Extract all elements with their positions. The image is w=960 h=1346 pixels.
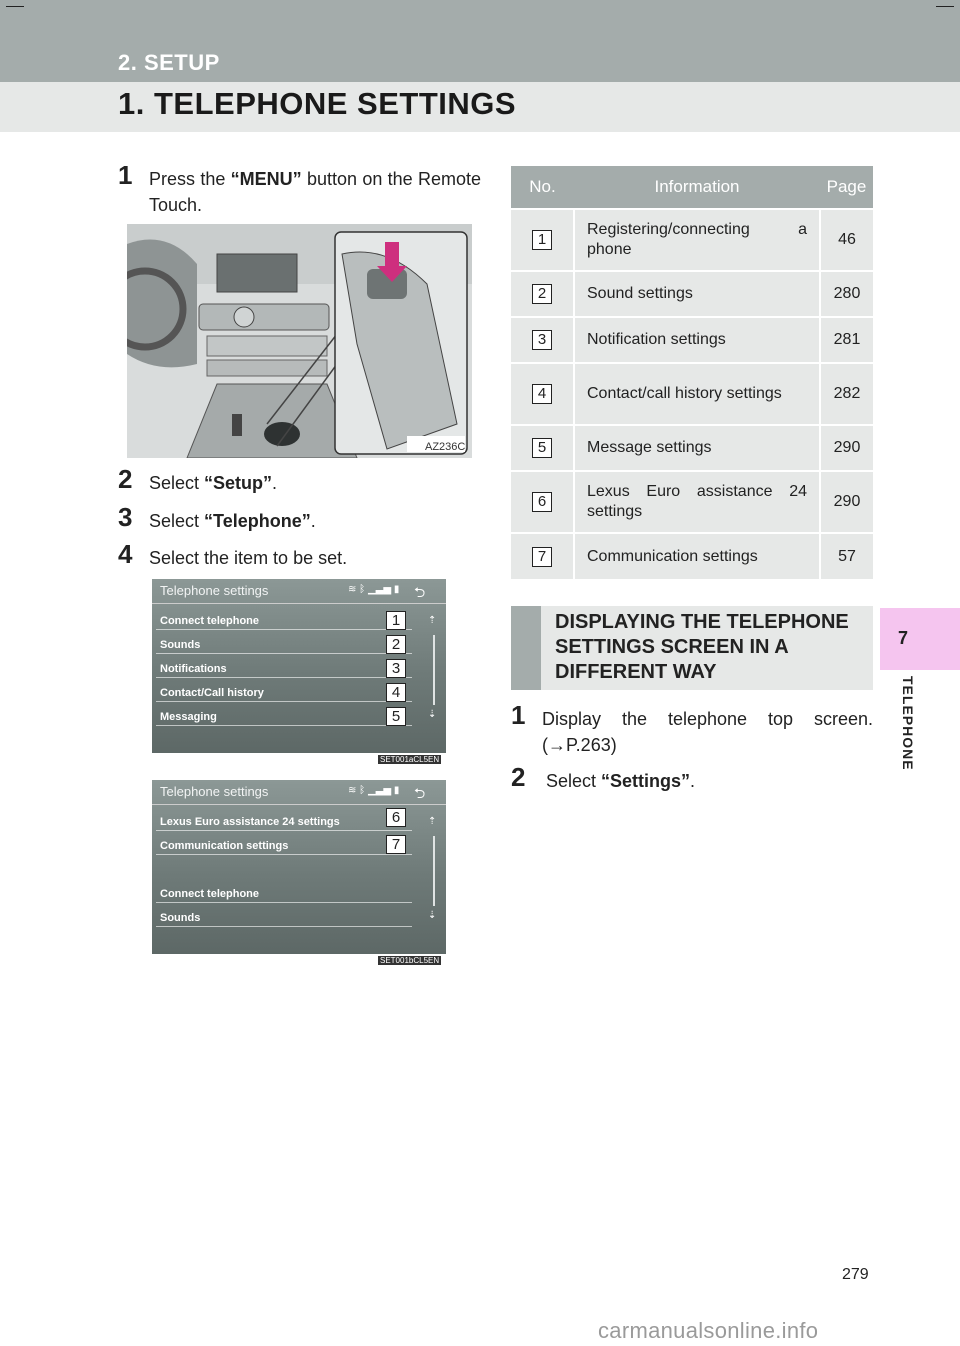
callout-number: 3 bbox=[386, 659, 406, 678]
chapter-label: TELEPHONE bbox=[900, 676, 916, 771]
step-number: 1 bbox=[511, 700, 526, 730]
wifi-icon: ≋ bbox=[348, 785, 357, 796]
scroll-up-icon[interactable]: ⇡ bbox=[428, 615, 437, 626]
table-row bbox=[511, 363, 873, 425]
row-page: 57 bbox=[820, 533, 873, 579]
scroll-up-icon[interactable]: ⇡ bbox=[428, 816, 437, 827]
row-information: Sound settings bbox=[574, 271, 820, 317]
callout-number: 6 bbox=[386, 808, 406, 827]
column-header-no: No. bbox=[511, 166, 574, 209]
page-number: 279 bbox=[842, 1266, 869, 1283]
menu-item-connect-telephone[interactable]: Connect telephone bbox=[160, 615, 260, 627]
row-number: 6 bbox=[532, 492, 552, 512]
callout-number: 4 bbox=[386, 683, 406, 702]
menu-item-messaging[interactable]: Messaging bbox=[160, 711, 217, 723]
telephone-settings-screen-1 bbox=[152, 579, 446, 764]
menu-item-communication-settings[interactable]: Communication settings bbox=[160, 840, 289, 852]
row-number: 1 bbox=[532, 230, 552, 250]
screen-title: Telephone settings bbox=[160, 583, 269, 598]
table-row bbox=[511, 471, 873, 533]
menu-item-sounds[interactable]: Sounds bbox=[160, 912, 201, 924]
table-row bbox=[511, 209, 873, 271]
chapter-number: 7 bbox=[898, 628, 909, 648]
scrollbar[interactable] bbox=[433, 836, 435, 906]
chapter-tab[interactable] bbox=[880, 608, 960, 670]
row-information: Contact/call history settings bbox=[574, 363, 820, 425]
row-number: 4 bbox=[532, 384, 552, 404]
menu-item-contact-call-history[interactable]: Contact/Call history bbox=[160, 687, 264, 699]
back-icon[interactable]: ⮌ bbox=[414, 584, 426, 600]
step-1: 1 Press the “MENU” button on the Remote Touch. bbox=[118, 160, 481, 215]
table-header-row bbox=[511, 166, 873, 209]
alt-step-1: 1 Display the telephone top screen. (→P.263) bbox=[511, 700, 873, 755]
remote-touch-illustration bbox=[127, 224, 472, 458]
table-row bbox=[511, 533, 873, 579]
status-icons bbox=[348, 785, 399, 796]
battery-icon: ▮ bbox=[393, 785, 400, 796]
row-page: 282 bbox=[820, 363, 873, 425]
menu-item-notifications[interactable]: Notifications bbox=[160, 663, 227, 675]
status-icons bbox=[348, 584, 399, 595]
crop-mark bbox=[936, 0, 954, 7]
wifi-icon: ≋ bbox=[348, 584, 357, 595]
signal-icon: ▁▃▅ bbox=[367, 584, 392, 595]
callout-number: 2 bbox=[386, 635, 406, 654]
row-information: Communication settings bbox=[574, 533, 820, 579]
section-label: 2. SETUP bbox=[118, 50, 220, 75]
subsection-title: DISPLAYING THE TELEPHONE SETTINGS SCREEN IN A DIFFERENT WAY bbox=[555, 611, 849, 683]
bluetooth-icon: ᛒ bbox=[359, 584, 366, 595]
row-page: 46 bbox=[820, 209, 873, 271]
telephone-settings-screen-2 bbox=[152, 780, 446, 965]
menu-item-connect-telephone[interactable]: Connect telephone bbox=[160, 888, 260, 900]
callout-number: 5 bbox=[386, 707, 406, 726]
callout-number: 1 bbox=[386, 611, 406, 630]
step-number: 1 bbox=[118, 160, 133, 190]
row-information: Registering/connecting a phone bbox=[574, 209, 820, 271]
row-number: 2 bbox=[532, 284, 552, 304]
dashboard-illustration bbox=[127, 224, 472, 458]
screen-code: SET001bCL5EN bbox=[380, 956, 440, 965]
row-page: 290 bbox=[820, 425, 873, 471]
screen-code: SET001aCL5EN bbox=[380, 755, 440, 764]
watermark: carmanualsonline.info bbox=[598, 1318, 819, 1343]
row-information: Lexus Euro assistance 24 settings bbox=[574, 471, 820, 533]
alt-step-2: 2 Select “Settings”. bbox=[511, 762, 696, 792]
battery-icon: ▮ bbox=[393, 584, 400, 595]
step-number: 2 bbox=[511, 762, 526, 792]
row-information: Message settings bbox=[574, 425, 820, 471]
row-page: 290 bbox=[820, 471, 873, 533]
menu-item-sounds[interactable]: Sounds bbox=[160, 639, 201, 651]
scroll-down-icon[interactable]: ⇣ bbox=[428, 910, 437, 921]
row-number: 5 bbox=[532, 438, 552, 458]
settings-table bbox=[511, 166, 873, 579]
table-row bbox=[511, 425, 873, 471]
step-2: 2 Select “Setup”. bbox=[118, 464, 278, 494]
subsection-bar bbox=[511, 606, 541, 690]
step-number: 3 bbox=[118, 502, 133, 532]
menu-item-lexus-euro-assistance[interactable]: Lexus Euro assistance 24 settings bbox=[160, 816, 340, 828]
illustration-code: AZ236C bbox=[425, 441, 466, 453]
page-title: 1. TELEPHONE SETTINGS bbox=[118, 86, 517, 121]
step-3: 3 Select “Telephone”. bbox=[118, 502, 316, 532]
crop-mark bbox=[6, 0, 24, 7]
scroll-down-icon[interactable]: ⇣ bbox=[428, 709, 437, 720]
row-information: Notification settings bbox=[574, 317, 820, 363]
column-header-page: Page bbox=[820, 166, 873, 209]
step-4: 4 Select the item to be set. bbox=[118, 539, 348, 569]
bluetooth-icon: ᛒ bbox=[359, 785, 366, 796]
scrollbar[interactable] bbox=[433, 635, 435, 705]
back-icon[interactable]: ⮌ bbox=[414, 785, 426, 801]
row-number: 3 bbox=[532, 330, 552, 350]
step-number: 4 bbox=[118, 539, 133, 569]
row-page: 280 bbox=[820, 271, 873, 317]
signal-icon: ▁▃▅ bbox=[367, 785, 392, 796]
column-header-information: Information bbox=[574, 166, 820, 209]
row-number: 7 bbox=[532, 547, 552, 567]
row-page: 281 bbox=[820, 317, 873, 363]
callout-number: 7 bbox=[386, 835, 406, 854]
table-row bbox=[511, 317, 873, 363]
screen-title: Telephone settings bbox=[160, 784, 269, 799]
step-number: 2 bbox=[118, 464, 133, 494]
table-row bbox=[511, 271, 873, 317]
